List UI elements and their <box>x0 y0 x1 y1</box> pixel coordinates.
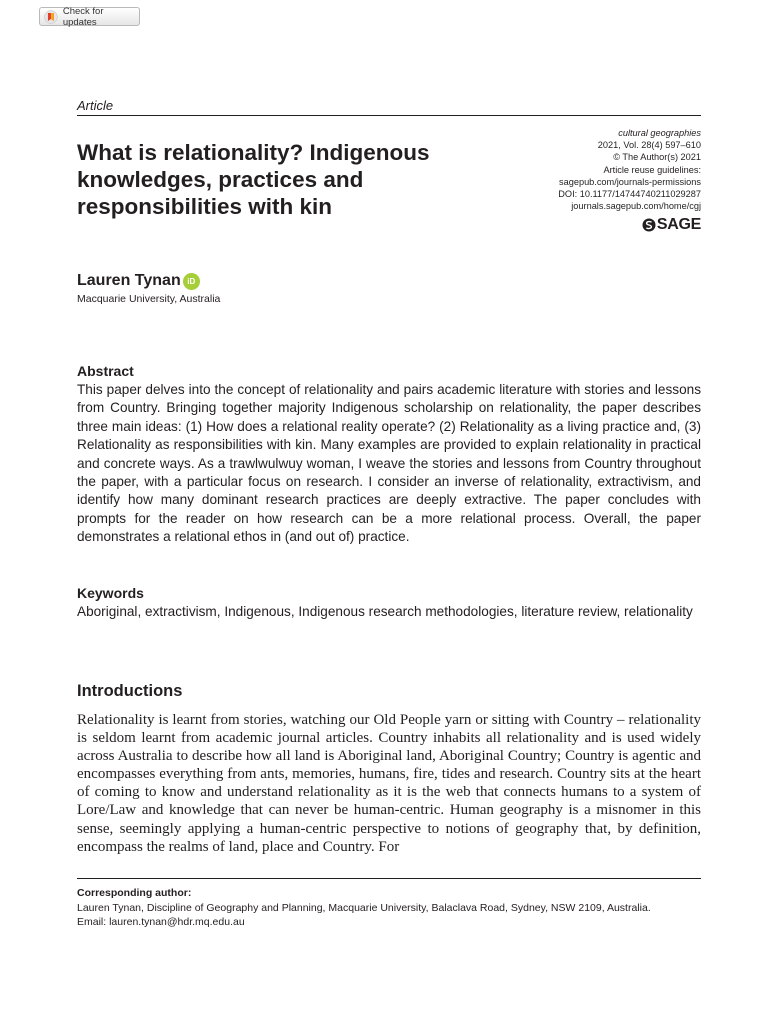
publisher-logo <box>642 216 701 234</box>
journal-home-link[interactable]: journals.sagepub.com/home/cgj <box>571 201 701 212</box>
reuse-link[interactable]: sagepub.com/journals-permissions <box>559 176 701 187</box>
author-line <box>77 272 200 290</box>
journal-meta <box>441 127 701 212</box>
check-for-updates-button[interactable] <box>39 7 140 26</box>
corresponding-address: Lauren Tynan, Discipline of Geography and Planning, Macquarie University, Balaclava Road, Sydney, NSW 2109, Australia. <box>77 901 651 914</box>
reuse-label: Article reuse guidelines: <box>603 164 701 175</box>
abstract-heading: Abstract <box>77 363 134 379</box>
author-affiliation: Macquarie University, Australia <box>77 293 221 305</box>
corresponding-author <box>77 886 701 930</box>
check-updates-icon <box>44 10 58 24</box>
copyright-line: © The Author(s) 2021 <box>613 152 701 163</box>
publisher-name: SAGE <box>656 216 701 233</box>
sage-logo-icon <box>642 218 656 232</box>
abstract-text: This paper delves into the concept of relationality and pairs academic literature with stories and lessons from Country. Bringing together majority Indigenous scholarship on relationality, the paper describes three main ideas: (1) How does a relational reality operate? (2) Relationality as a living practice and, (3) Relationality as responsibilities with kin. Many examples are provided to explain relationality in practical and concrete ways. As a trawlwulwuy woman, I weave the stories and lessons from Country throughout the paper, with a particular focus on research. I consider an inverse of relationality, extractivism, and identify how many dominant research practices are deeply extractive. The paper concludes with prompts for the reader on how research can be a more relational process. Overall, the paper demonstrates a relational ethos in (and out of) practice. <box>77 382 701 545</box>
introduction-text: Relationality is learnt from stories, watching our Old People yarn or sitting with Country – relationality is seldom learnt from academic journal articles. Country inhabits all relationality and is used widely across Australia to describe how all land is Aboriginal land, Aboriginal Country; Country is agentic and encompasses everything from ants, memories, humans, fire, tides and research. Country sits at the heart of coming to know and understand relationality as it is the web that connects humans to a system of Lore/Law and knowledge that can never be human-centric. Human geography is a misnomer in this sense, seemingly applying a human-centric perspective to notions of geography that, by definition, encompass the realms of land, place and Country. For <box>77 712 701 855</box>
corresponding-email[interactable]: Email: lauren.tynan@hdr.mq.edu.au <box>77 916 245 929</box>
introduction-heading: Introductions <box>77 682 183 700</box>
journal-name: cultural geographies <box>618 128 701 138</box>
footnote-rule <box>77 878 701 879</box>
paper-title: What is relationality? Indigenous knowledges, practices and responsibilities with kin <box>77 140 430 219</box>
corresponding-label: Corresponding author: <box>77 887 192 899</box>
header-rule <box>77 115 701 116</box>
author-name[interactable]: Lauren Tynan <box>77 272 181 289</box>
doi-link[interactable]: DOI: 10.1177/14744740211029287 <box>558 189 701 200</box>
orcid-icon[interactable]: iD <box>183 273 200 290</box>
keywords-heading: Keywords <box>77 585 144 601</box>
check-for-updates-label: Check for updates <box>62 5 104 28</box>
journal-volume: 2021, Vol. 28(4) 597–610 <box>597 140 701 151</box>
article-type-label: Article <box>77 98 114 113</box>
keywords-text: Aboriginal, extractivism, Indigenous, Indigenous research methodologies, literature review, relationality <box>77 604 693 619</box>
